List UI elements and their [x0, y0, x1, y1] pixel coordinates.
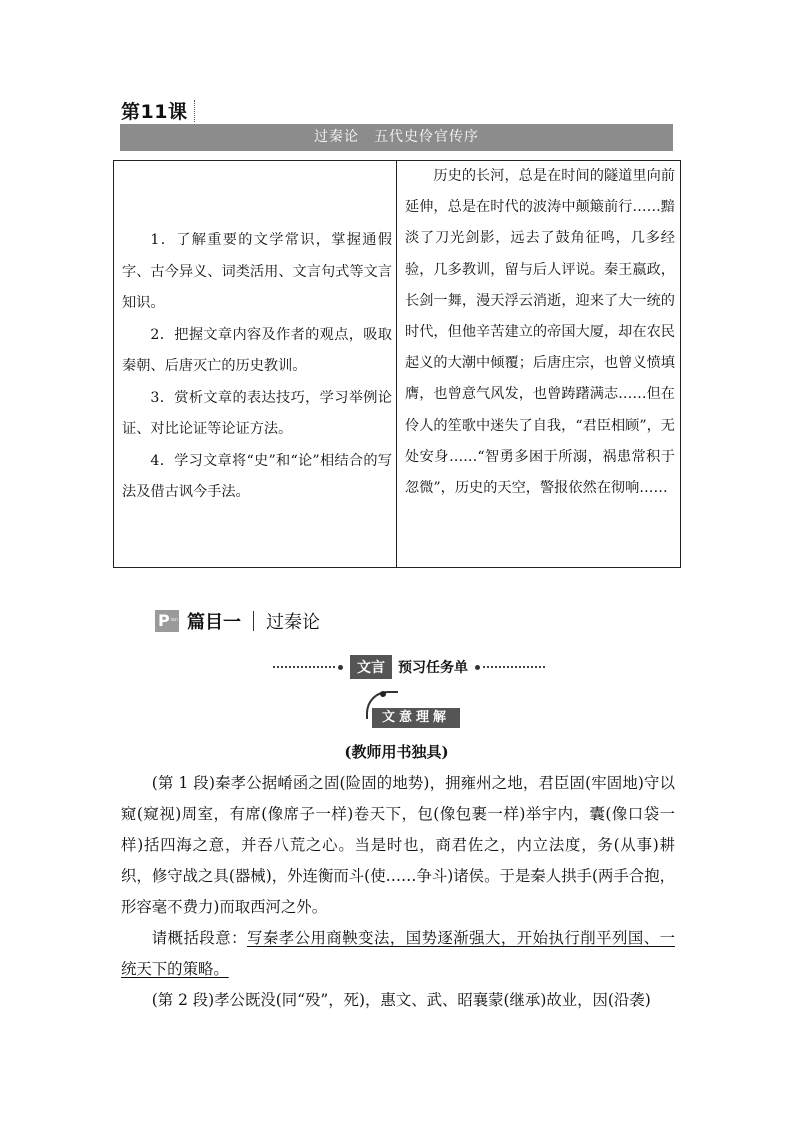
section-heading	[155, 609, 320, 633]
section-divider	[253, 611, 254, 631]
title-divider	[194, 100, 195, 122]
intro-table	[113, 160, 681, 568]
dot-decoration-icon	[380, 691, 386, 697]
meaning-badge	[366, 691, 462, 731]
lesson-number: 第11课	[121, 101, 188, 123]
bullet-dot-icon	[338, 665, 343, 670]
section-label: 篇目一	[187, 612, 241, 633]
paragraph-1: (第 1 段)秦孝公据崤函之固(险固的地势)，拥雍州之地，君臣固(牢固地)守以窥(窥视)周室，有席(像席子一样)卷天下，包(像包裹一样)举宇内，囊(像口袋一样)括四海之意，并吞八荒之心。当是时也，商君佐之，内立法度，务(从事)耕织，修守战之具(器械)，外连衡而斗(使……争斗)诸侯。于是秦人拱手(两手合抱，形容毫不费力)而取西河之外。	[121, 774, 675, 916]
dotted-line	[273, 666, 335, 668]
objective-item: 1．了解重要的文学常识，掌握通假字、古今异义、词类活用、文言句式等文言知识。	[122, 232, 392, 311]
section-name: 过秦论	[266, 612, 320, 633]
dotted-line	[483, 666, 545, 668]
history-reflection: 历史的长河，总是在时间的隧道里向前延伸，总是在时代的波涛中颠簸前行……黯淡了刀光剑影，远去了鼓角征鸣，几多经验，几多教训，留与后人评说。秦王嬴政，长剑一舞，漫天浮云消逝，迎来了大一统的时代，但他辛苦建立的帝国大厦，却在农民起义的大潮中倾覆；后唐庄宗，也曾义愤填膺，也曾意气风发，也曾踌躇满志……但在伶人的笙歌中迷失了自我，“君臣相顾”，无处安身……“智勇多困于所溺，祸患常积于忽微”，历史的天空，警报依然在彻响……	[405, 168, 675, 497]
objective-item: 3．赏析文章的表达技巧，学习举例论证、对比论证等论证方法。	[122, 389, 392, 437]
text-body	[121, 768, 675, 1016]
p-badge-icon: P ian	[155, 610, 179, 632]
objective-item: 4．学习文章将“史”和“论”相结合的写法及借古讽今手法。	[122, 452, 392, 500]
meaning-label: 文意理解	[372, 708, 460, 728]
lesson-banner: 过秦论 五代史伶官传序	[120, 124, 673, 151]
bullet-dot-icon	[475, 665, 480, 670]
objective-item: 2．把握文章内容及作者的观点，吸取秦朝、后唐灭亡的历史教训。	[122, 326, 392, 374]
paragraph-2: (第 2 段)孝公既没(同“殁”，死)，惠文、武、昭襄蒙(继承)故业，因(沿袭)	[151, 991, 651, 1009]
teacher-note: (教师用书独具)	[344, 743, 449, 761]
learning-objectives	[122, 225, 392, 509]
summary-prompt: 请概括段意：	[151, 929, 248, 947]
task-bar	[273, 654, 545, 680]
table-divider	[396, 161, 397, 567]
summary-line	[121, 923, 675, 985]
task-tag: 文言	[350, 655, 392, 679]
summary-answer: 写秦孝公用商鞅变法，国势逐渐强大，开始执行削平列国、一统天下的策略。	[121, 929, 675, 978]
task-label: 预习任务单	[398, 660, 468, 676]
